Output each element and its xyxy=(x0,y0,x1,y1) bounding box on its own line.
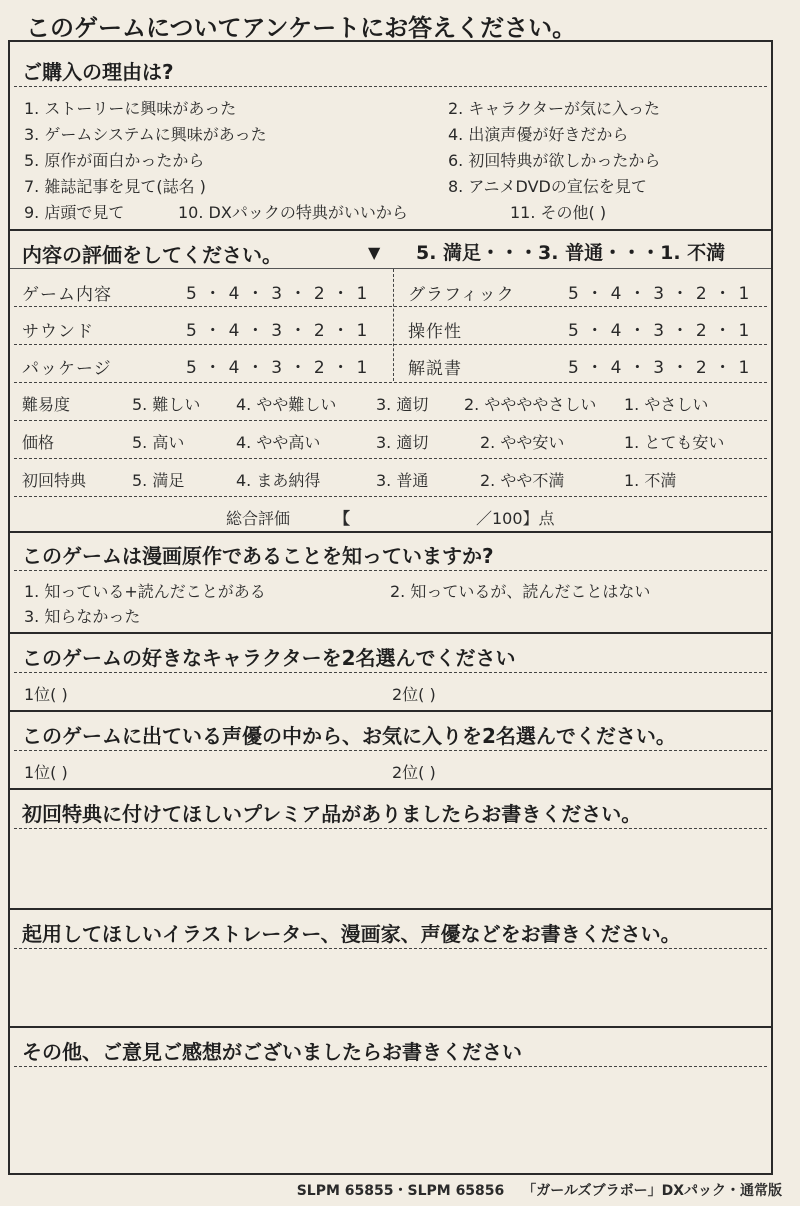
divider xyxy=(14,570,767,571)
divider xyxy=(14,672,767,673)
purchase-option-2[interactable]: 2. キャラクターが気に入った xyxy=(448,99,661,118)
bonus-option-1[interactable]: 1. 不満 xyxy=(624,471,677,490)
bonus-label: 初回特典 xyxy=(22,471,87,490)
voice-heading: このゲームに出ている声優の中から、お気に入りを2名選んでください。 xyxy=(22,724,676,748)
other-heading: その他、ご意見ご感想がございましたらお書きください xyxy=(22,1040,522,1064)
difficulty-label: 難易度 xyxy=(22,395,71,414)
section-border xyxy=(10,710,771,712)
rating-item-game: ゲーム内容 xyxy=(22,285,112,305)
artist-textarea[interactable] xyxy=(14,952,767,1022)
purchase-option-7[interactable]: 7. 雑誌記事を見て(誌名 ) xyxy=(24,177,206,196)
divider xyxy=(14,1066,767,1067)
purchase-option-5[interactable]: 5. 原作が面白かったから xyxy=(24,151,205,170)
divider xyxy=(10,268,771,269)
questionnaire-form xyxy=(8,40,773,1175)
voice-rank-2[interactable]: 2位( ) xyxy=(392,763,436,782)
overall-label: 総合評価 xyxy=(226,509,291,528)
voice-rank-1[interactable]: 1位( ) xyxy=(24,763,68,782)
bonus-option-4[interactable]: 4. まあ納得 xyxy=(236,471,321,490)
bonus-option-3[interactable]: 3. 普通 xyxy=(376,471,429,490)
triangle-icon: ▼ xyxy=(368,243,381,262)
rating-item-sound: サウンド xyxy=(22,322,94,342)
rating-scale-game[interactable]: 5 ・ 4 ・ 3 ・ 2 ・ 1 xyxy=(186,284,369,304)
character-rank-2[interactable]: 2位( ) xyxy=(392,685,436,704)
rating-item-package: パッケージ xyxy=(22,359,112,379)
rating-item-manual: 解説書 xyxy=(408,359,462,379)
difficulty-option-3[interactable]: 3. 適切 xyxy=(376,395,429,414)
bonus-option-2[interactable]: 2. やや不満 xyxy=(480,471,565,490)
characters-heading: このゲームの好きなキャラクターを2名選んでください xyxy=(22,646,516,670)
rating-item-graphics: グラフィック xyxy=(408,285,515,305)
difficulty-option-2[interactable]: 2. ややややさしい xyxy=(464,395,597,414)
purchase-heading: ご購入の理由は? xyxy=(22,60,174,84)
footer xyxy=(279,1180,782,1200)
price-option-3[interactable]: 3. 適切 xyxy=(376,433,429,452)
rating-scale-package[interactable]: 5 ・ 4 ・ 3 ・ 2 ・ 1 xyxy=(186,358,369,378)
bonus-option-5[interactable]: 5. 満足 xyxy=(132,471,185,490)
character-rank-1[interactable]: 1位( ) xyxy=(24,685,68,704)
section-border xyxy=(10,788,771,790)
purchase-option-9[interactable]: 9. 店頭で見て xyxy=(24,203,125,222)
rating-heading: 内容の評価をしてください。 xyxy=(22,243,282,267)
purchase-option-6[interactable]: 6. 初回特典が欲しかったから xyxy=(448,151,661,170)
divider xyxy=(14,496,767,497)
column-divider xyxy=(393,269,394,381)
purchase-option-11[interactable]: 11. その他( ) xyxy=(510,203,607,222)
product-name: 「ガールズブラボー」DXパック・通常版 xyxy=(522,1183,782,1199)
rating-scale-controls[interactable]: 5 ・ 4 ・ 3 ・ 2 ・ 1 xyxy=(568,321,751,341)
rating-scale: 5. 満足・・・3. 普通・・・1. 不満 xyxy=(416,242,726,264)
overall-score-suffix: ／100】点 xyxy=(476,509,555,528)
divider xyxy=(14,750,767,751)
divider xyxy=(14,86,767,87)
purchase-option-8[interactable]: 8. アニメDVDの宣伝を見て xyxy=(448,177,647,196)
purchase-option-3[interactable]: 3. ゲームシステムに興味があった xyxy=(24,125,267,144)
page-title: このゲームについてアンケートにお答えください。 xyxy=(26,14,577,42)
product-codes: SLPM 65855・SLPM 65856 xyxy=(296,1183,505,1199)
difficulty-option-4[interactable]: 4. やや難しい xyxy=(236,395,337,414)
manga-option-3[interactable]: 3. 知らなかった xyxy=(24,607,141,626)
purchase-option-1[interactable]: 1. ストーリーに興味があった xyxy=(24,99,237,118)
manga-option-2[interactable]: 2. 知っているが、読んだことはない xyxy=(390,582,651,601)
price-option-4[interactable]: 4. やや高い xyxy=(236,433,321,452)
price-option-1[interactable]: 1. とても安い xyxy=(624,433,725,452)
divider xyxy=(14,828,767,829)
divider xyxy=(14,420,767,421)
difficulty-option-1[interactable]: 1. やさしい xyxy=(624,395,709,414)
price-option-2[interactable]: 2. やや安い xyxy=(480,433,565,452)
overall-bracket-open: 【 xyxy=(334,509,351,528)
section-border xyxy=(10,908,771,910)
rating-scale-manual[interactable]: 5 ・ 4 ・ 3 ・ 2 ・ 1 xyxy=(568,358,751,378)
divider xyxy=(14,458,767,459)
section-border xyxy=(10,1026,771,1028)
purchase-option-4[interactable]: 4. 出演声優が好きだから xyxy=(448,125,629,144)
rating-scale-graphics[interactable]: 5 ・ 4 ・ 3 ・ 2 ・ 1 xyxy=(568,284,751,304)
other-textarea[interactable] xyxy=(14,1070,767,1170)
divider xyxy=(14,344,767,345)
difficulty-option-5[interactable]: 5. 難しい xyxy=(132,395,201,414)
divider xyxy=(14,948,767,949)
section-border xyxy=(10,632,771,634)
overall-score-input[interactable] xyxy=(360,504,470,528)
divider xyxy=(14,382,767,383)
section-border xyxy=(10,531,771,533)
manga-option-1[interactable]: 1. 知っている+読んだことがある xyxy=(24,582,266,601)
purchase-option-10[interactable]: 10. DXパックの特典がいいから xyxy=(178,203,408,222)
price-label: 価格 xyxy=(22,433,55,452)
rating-item-controls: 操作性 xyxy=(408,322,462,342)
price-option-5[interactable]: 5. 高い xyxy=(132,433,185,452)
section-border xyxy=(10,229,771,231)
manga-heading: このゲームは漫画原作であることを知っていますか? xyxy=(22,544,494,568)
premium-textarea[interactable] xyxy=(14,832,767,902)
divider xyxy=(14,306,767,307)
premium-heading: 初回特典に付けてほしいプレミア品がありましたらお書きください。 xyxy=(22,802,642,826)
artist-heading: 起用してほしいイラストレーター、漫画家、声優などをお書きください。 xyxy=(22,922,681,946)
rating-scale-sound[interactable]: 5 ・ 4 ・ 3 ・ 2 ・ 1 xyxy=(186,321,369,341)
